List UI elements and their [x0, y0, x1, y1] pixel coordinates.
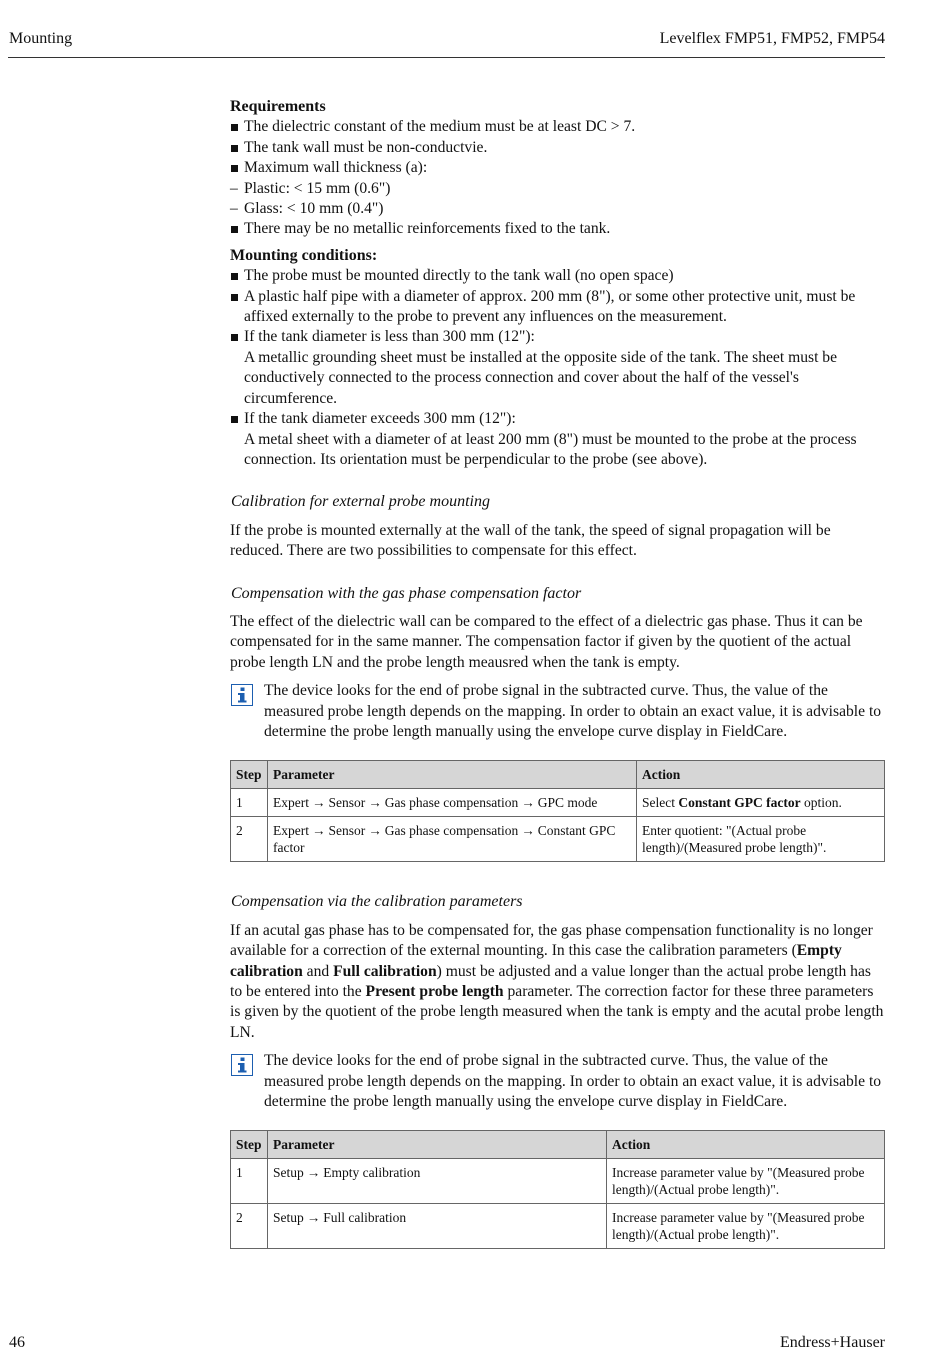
info-note-text: The device looks for the end of probe signal in the subtracted curve. Thus, the value of the measured probe length depends on the mapping. In order to obtain an exact value, it is advisable to determine the probe length manually using the envelope curve display in FieldCare.	[264, 1052, 882, 1111]
path-segment: Gas phase compensation	[384, 795, 519, 811]
header-rule	[8, 57, 885, 58]
arrow-right-icon: →	[306, 1165, 321, 1181]
arrow-right-icon: →	[521, 823, 535, 839]
list-item-detail: A metal sheet with a diameter of at least 200 mm (8") must be mounted to the probe at the process connection. Its orientation must be perpendicular to the probe (see above).	[244, 430, 857, 468]
table-row	[231, 1159, 885, 1204]
path-segment: Setup	[273, 1210, 304, 1226]
col-header-action: Action	[607, 1131, 885, 1159]
col-header-step: Step	[231, 1131, 268, 1159]
table-row	[231, 789, 885, 817]
col-header-parameter: Parameter	[268, 761, 637, 789]
path-segment: Sensor	[328, 795, 366, 811]
parameter-cell	[268, 1204, 607, 1249]
path-segment: Empty calibration	[323, 1165, 421, 1181]
col-header-parameter: Parameter	[268, 1131, 607, 1159]
col-header-action: Action	[637, 761, 885, 789]
arrow-right-icon: →	[312, 823, 326, 839]
paragraph-text: and	[302, 962, 334, 980]
list-item: A plastic half pipe with a diameter of approx. 200 mm (8"), or some other protective unit, must be affixed externally to the probe to prevent any influences on the measurement.	[230, 287, 885, 328]
list-item: There may be no metallic reinforcements fixed to the tank.	[230, 219, 885, 239]
list-item	[230, 158, 885, 178]
arrow-right-icon: →	[312, 795, 326, 811]
requirements-list	[230, 117, 885, 178]
page-number: 46	[9, 1334, 25, 1351]
path-segment: Expert	[273, 823, 309, 839]
list-item-detail: A metallic grounding sheet must be installed at the opposite side of the tank. The sheet must be conductively connected to the process connection and cover about the half of the vessel's circumference.	[244, 348, 838, 407]
gas-phase-paragraph: The effect of the dielectric wall can be compared to the effect of a dielectric gas phase. Thus it can be compensated for in the same manner. The compensation factor if given by the quotient of the actual probe length LN and the probe length meausred when the tank is empty.	[230, 612, 863, 671]
list-item-text: Maximum wall thickness (a):	[244, 159, 428, 177]
paragraph-text: parameter. The correction factor for these three parameters is given by the quotient of the probe length measured when the tank is empty and the acutal probe length LN.	[230, 983, 884, 1041]
action-cell	[637, 789, 885, 817]
action-cell: Increase parameter value by "(Measured probe length)/(Actual probe length)".	[607, 1204, 885, 1249]
list-item: The dielectric constant of the medium must be at least DC > 7.	[230, 117, 885, 137]
header-product-name: Levelflex FMP51, FMP52, FMP54	[659, 30, 885, 47]
calib-params-heading: Compensation via the calibration parameters	[231, 893, 523, 911]
calib-params-paragraph	[230, 921, 885, 1043]
col-header-step: Step	[231, 761, 268, 789]
path-segment: Setup	[273, 1165, 304, 1181]
list-item: The probe must be mounted directly to the tank wall (no open space)	[230, 266, 885, 286]
step-cell: 1	[231, 1159, 268, 1204]
arrow-right-icon: →	[306, 1210, 321, 1226]
parameter-name: Present probe length	[365, 983, 504, 1000]
calib-params-table	[230, 1130, 885, 1249]
list-item-text: If the tank diameter is less than 300 mm (12"):	[244, 328, 535, 346]
action-cell: Increase parameter value by "(Measured probe length)/(Actual probe length)".	[607, 1159, 885, 1204]
mounting-conditions-heading: Mounting conditions:	[230, 246, 378, 264]
table-row	[231, 817, 885, 862]
list-item: The tank wall must be non-conductvie.	[230, 138, 885, 158]
table-row	[231, 1204, 885, 1249]
action-cell: Enter quotient: "(Actual probe length)/(Measured probe length)".	[637, 817, 885, 862]
step-cell: 1	[231, 789, 268, 817]
arrow-right-icon: →	[521, 795, 535, 811]
path-segment: Gas phase compensation	[384, 823, 519, 839]
info-note	[230, 1051, 885, 1112]
parameter-cell	[268, 789, 637, 817]
list-item	[230, 327, 885, 409]
paragraph-text: If an acutal gas phase has to be compensated for, the gas phase compensation functionality is no longer available for a correction of the external mounting. In this case the calibration parameters (	[230, 921, 873, 960]
gas-phase-table	[230, 760, 885, 862]
list-item: – Glass: < 10 mm (0.4")	[230, 199, 885, 219]
table-header-row	[231, 761, 885, 789]
step-cell: 2	[231, 1204, 268, 1249]
list-item-text: If the tank diameter exceeds 300 mm (12"):	[244, 410, 516, 428]
list-item	[230, 409, 885, 470]
path-segment: GPC mode	[537, 795, 598, 811]
action-text: option.	[800, 795, 842, 811]
action-option-name: Constant GPC factor	[678, 795, 801, 811]
list-item: – Plastic: < 15 mm (0.6")	[230, 179, 885, 199]
header-section-title: Mounting	[9, 30, 73, 47]
path-segment: Constant GPC factor	[273, 823, 616, 856]
info-icon	[231, 684, 253, 706]
calibration-paragraph: If the probe is mounted externally at the wall of the tank, the speed of signal propagation will be reduced. There are two possibilities to compensate for this effect.	[230, 521, 831, 560]
mounting-conditions-list	[230, 266, 885, 470]
gas-phase-heading: Compensation with the gas phase compensation factor	[231, 584, 582, 602]
info-note-text: The device looks for the end of probe signal in the subtracted curve. Thus, the value of the measured probe length depends on the mapping. In order to obtain an exact value, it is advisable to determine the probe length manually using the envelope curve display in FieldCare.	[264, 682, 882, 740]
path-segment: Full calibration	[323, 1210, 407, 1226]
parameter-cell	[268, 817, 637, 862]
page-content	[230, 97, 885, 1249]
info-icon	[231, 1054, 253, 1076]
action-text: Select	[642, 795, 679, 811]
requirements-list-cont	[230, 219, 885, 239]
wall-thickness-sublist	[230, 179, 885, 220]
table-header-row	[231, 1131, 885, 1159]
parameter-name: Full calibration	[333, 962, 437, 980]
requirements-heading: Requirements	[230, 98, 326, 115]
info-note	[230, 681, 885, 742]
brand-name: Endress+Hauser	[780, 1334, 885, 1351]
arrow-right-icon: →	[368, 823, 382, 839]
arrow-right-icon: →	[368, 795, 382, 811]
calibration-heading: Calibration for external probe mounting	[231, 493, 490, 511]
parameter-name: Empty calibration	[230, 942, 842, 980]
path-segment: Expert	[273, 795, 309, 811]
path-segment: Sensor	[328, 823, 366, 839]
step-cell: 2	[231, 817, 268, 862]
parameter-cell	[268, 1159, 607, 1204]
paragraph-text: ) must be adjusted and a value longer than the actual probe length has to be entered into the	[230, 962, 871, 1000]
